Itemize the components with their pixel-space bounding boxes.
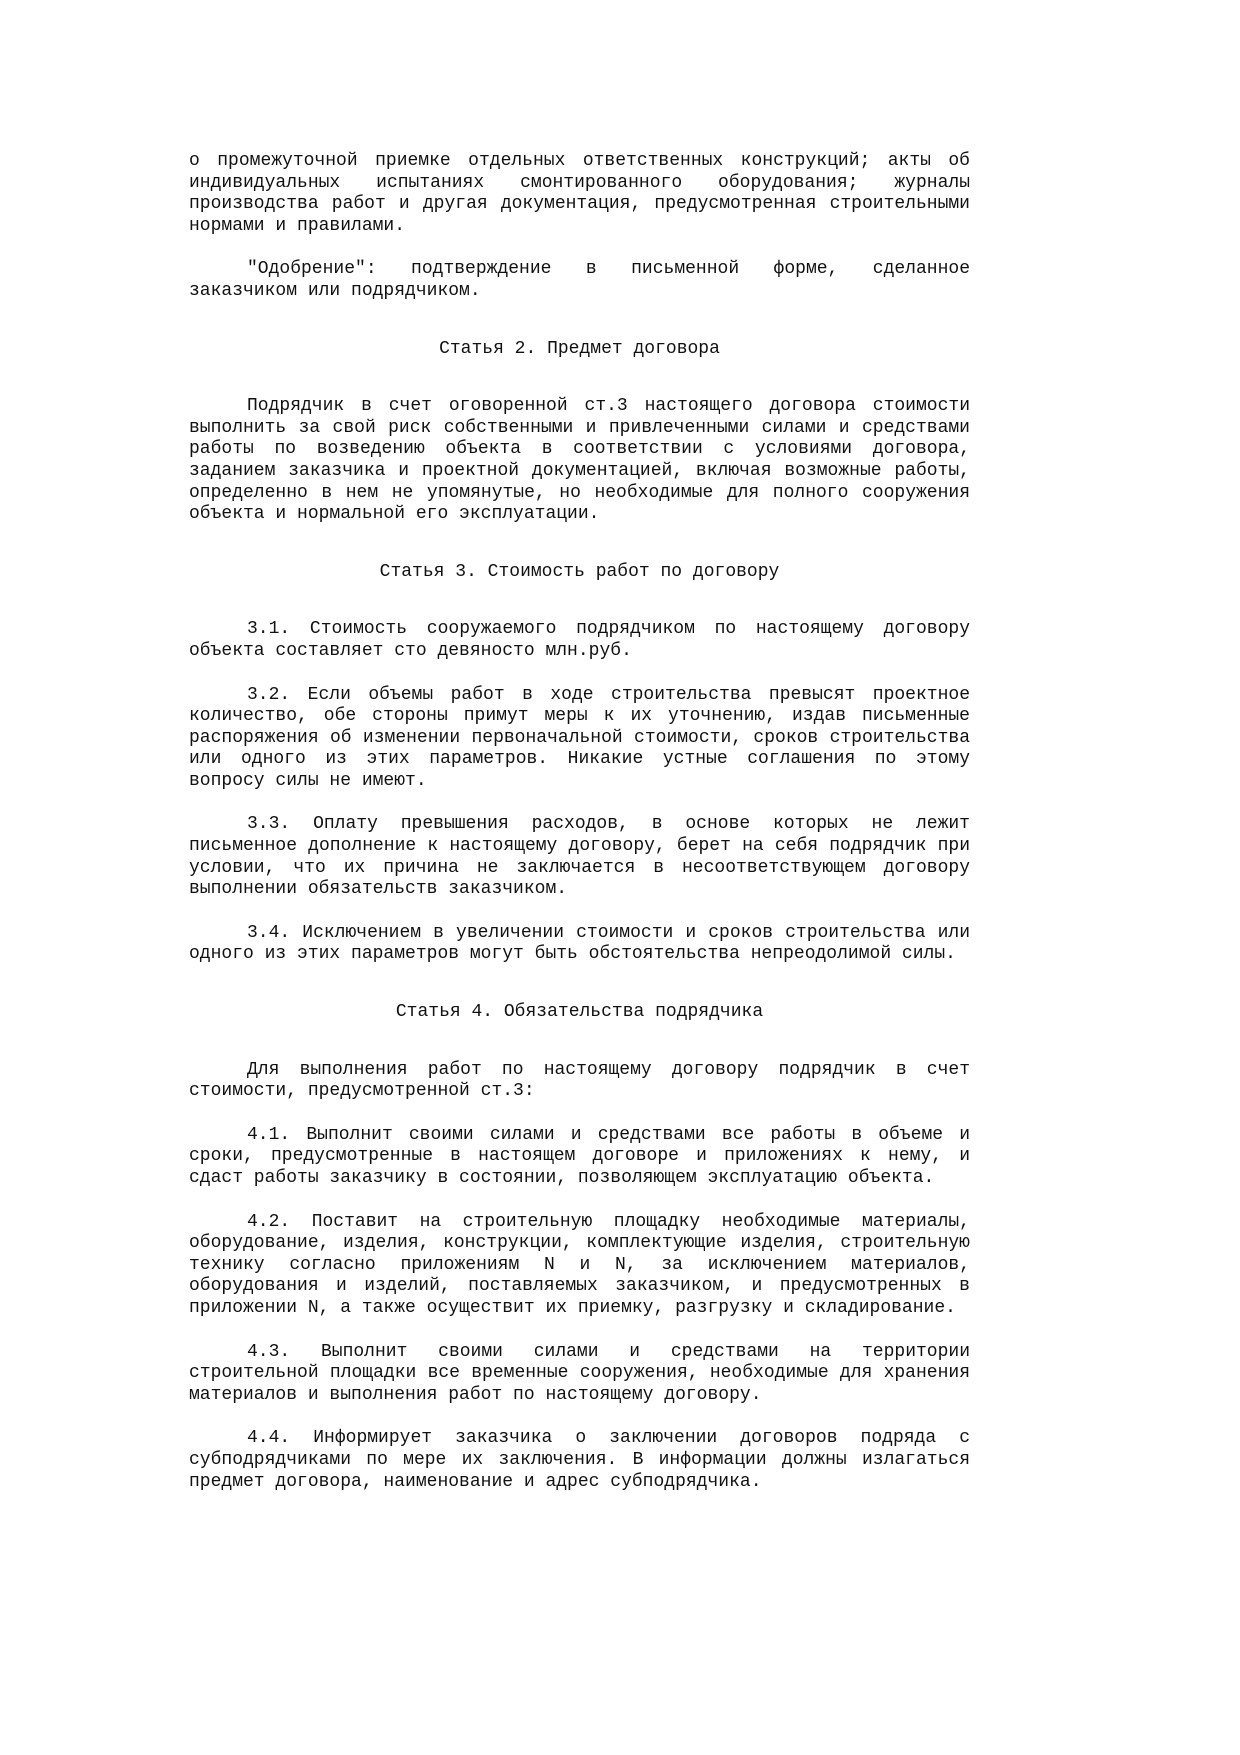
article-4-paragraph-4: 4.3. Выполнит своими силами и средствами на территории строительной площадки все временные сооружения, необходимые для хранения материалов и выполнения работ по настоящему договору. [189,1341,970,1405]
article-3-paragraph-4: 3.4. Исключением в увеличении стоимости и сроков строительства или одного из этих параметров могут быть обстоятельства непреодолимой силы. [189,922,970,965]
article-2-title: Статья 2. Предмет договора [439,338,720,359]
article-4-paragraph-2: 4.1. Выполнит своими силами и средствами все работы в объеме и сроки, предусмотренные в настоящем договоре и приложениях к нему, и сдаст работы заказчику в состоянии, позволяющем эксплуатацию объекта. [189,1124,970,1188]
article-3-paragraph-2: 3.2. Если объемы работ в ходе строительства превысят проектное количество, обе стороны примут меры к их уточнению, издав письменные распоряжения об изменении первоначальной стоимости, сроков строительства или одного из этих параметров. Никакие устные соглашения по этому вопросу силы не имеют. [189,684,970,791]
article-4-paragraph-3: 4.2. Поставит на строительную площадку необходимые материалы, оборудование, изделия, конструкции, комплектующие изделия, строительную технику согласно приложениям N и N, за исключением материалов, оборудования и изделий, поставляемых заказчиком, и предусмотренных в приложении N, а также осуществит их приемку, разгрузку и складирование. [189,1211,970,1318]
document-body [189,151,970,1493]
article-2-paragraph-1: Подрядчик в счет оговоренной ст.3 настоящего договора стоимости выполнить за свой риск собственными и привлеченными силами и средствами работы по возведению объекта в соответствии с условиями договора, заданием заказчика и проектной документацией, включая возможные работы, определенно в нем не упомянутые, но необходимые для полного сооружения объекта и нормальной его эксплуатации. [189,396,970,525]
intro-paragraph-2: "Одобрение": подтверждение в письменной форме, сделанное заказчиком или подрядчиком. [189,259,970,301]
article-3-paragraph-1: 3.1. Стоимость сооружаемого подрядчиком по настоящему договору объекта составляет сто девяносто млн.руб. [189,619,970,661]
article-4-paragraph-1: Для выполнения работ по настоящему договору подрядчик в счет стоимости, предусмотренной ст.3: [189,1059,970,1102]
article-3-title: Статья 3. Стоимость работ по договору [379,561,780,582]
article-3-paragraph-3: 3.3. Оплату превышения расходов, в основе которых не лежит письменное дополнение к настоящему договору, берет на себя подрядчик при условии, что их причина не заключается в несоответствующем договору выполнении обязательств заказчиком. [189,814,970,900]
intro-paragraph-1: о промежуточной приемке отдельных ответственных конструкций; акты об индивидуальных испытаниях смонтированного оборудования; журналы производства работ и другая документация, предусмотренная строительными нормами и правилами. [189,151,970,236]
article-4-paragraph-5: 4.4. Информирует заказчика о заключении договоров подряда с субподрядчиками по мере их заключения. В информации должны излагаться предмет договора, наименование и адрес субподрядчика. [189,1428,970,1492]
article-4-title: Статья 4. Обязательства подрядчика [395,1002,764,1023]
